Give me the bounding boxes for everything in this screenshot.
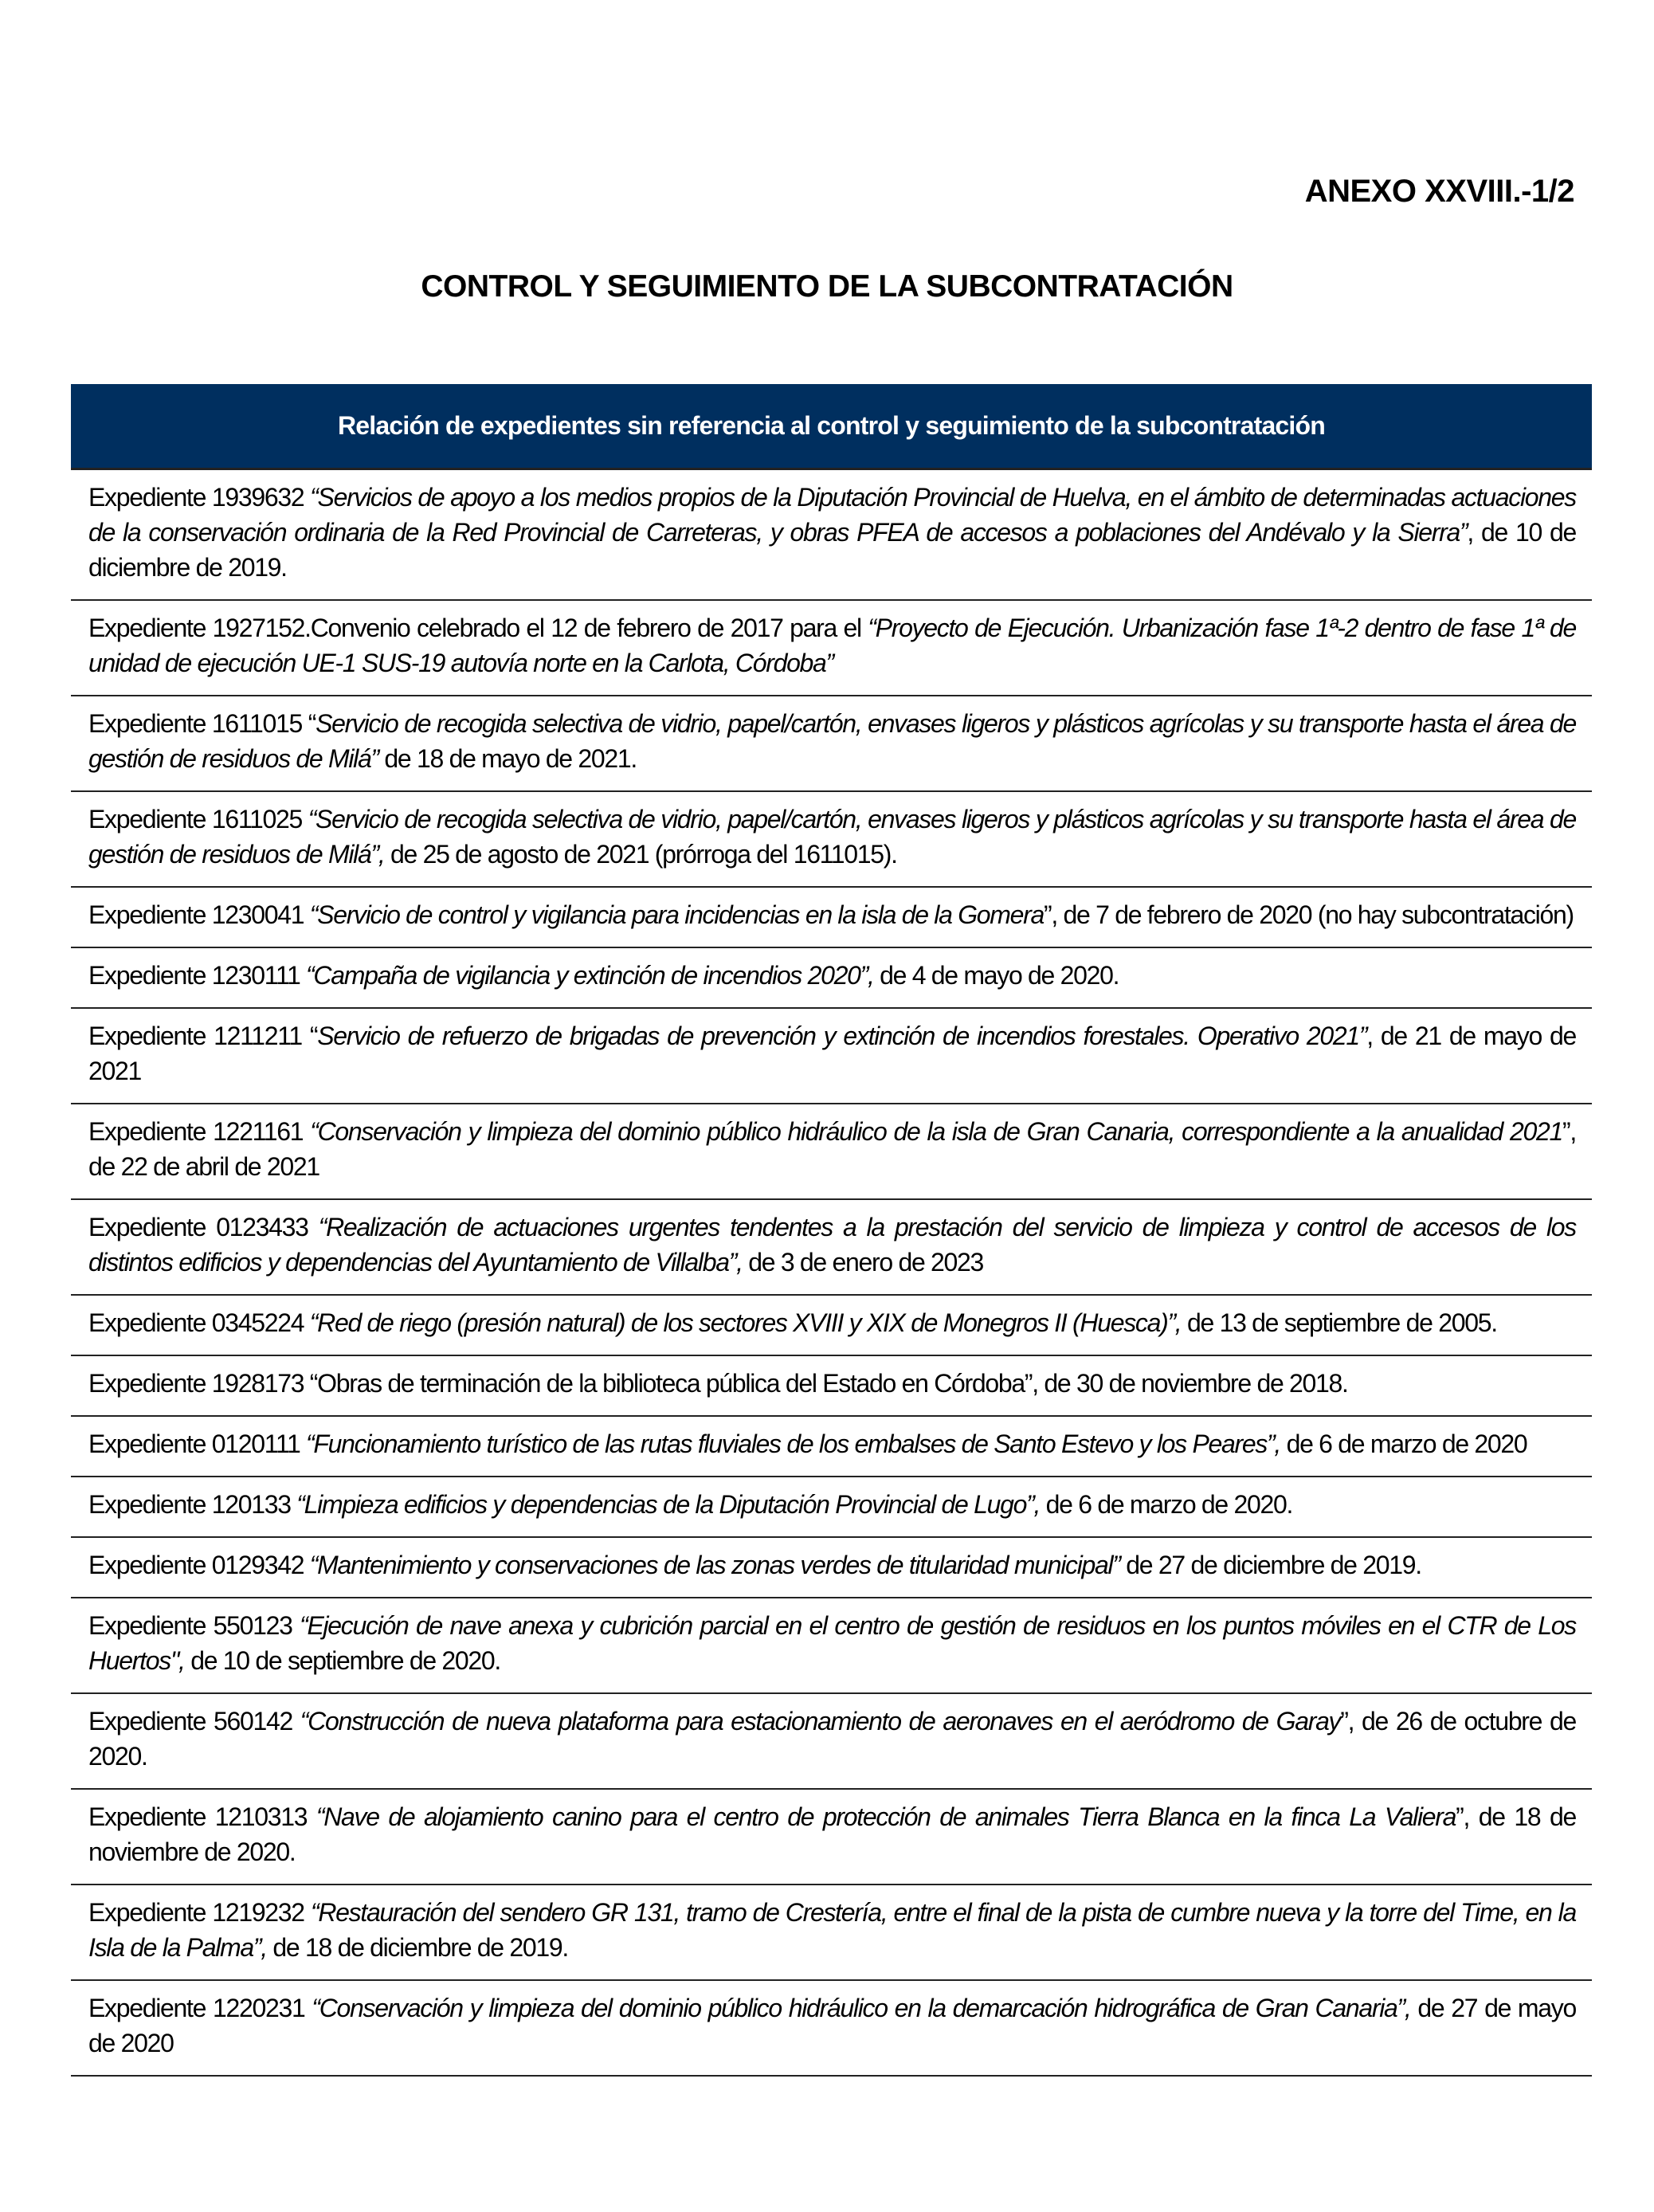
expediente-text: , de 10 de diciembre de 2019. [88,518,1576,582]
expediente-title-text: Servicio de recogida selectiva de vidrio, papel/cartón, envases ligeros y plásticos agrícolas y su transporte hasta el área de gestión de residuos de Milá” [88,709,1576,773]
expediente-text: Expediente 120133 [88,1490,297,1519]
expediente-text: Expediente 1221161 [88,1117,311,1146]
table-row [71,1981,1592,2077]
table-row [71,888,1592,948]
table-row [71,1296,1592,1356]
expediente-title-text: “Nave de alojamiento canino para el centro de protección de animales Tierra Blanca en la finca La Valiera [316,1802,1456,1831]
expediente-title-text: “Realización de actuaciones urgentes tendentes a la prestación del servicio de limpieza y control de accesos de los distintos edificios y dependencias del Ayuntamiento de Villalba”, [88,1213,1576,1277]
expediente-text: de 27 de mayo de 2020 [88,1994,1576,2057]
expediente-text: Expediente 1939632 [88,483,311,512]
expediente-title-text: “Funcionamiento turístico de las rutas fluviales de los embalses de Santo Estevo y los Peares”, [306,1430,1280,1458]
expediente-title-text: “Construcción de nueva plataforma para estacionamiento de aeronaves en el aeródromo de Garay [300,1707,1341,1735]
expediente-text: de 6 de marzo de 2020 [1280,1430,1527,1458]
expediente-text: Expediente 1928173 “Obras de terminación de la biblioteca pública del Estado en Córdoba”, de 30 de noviembre de 2018. [88,1369,1348,1398]
expediente-title-text: “Proyecto de Ejecución. Urbanización fase 1ª-2 dentro de fase 1ª de unidad de ejecución UE-1 SUS-19 autovía norte en la Carlota, Córdoba” [88,614,1576,677]
table-body [71,470,1592,2077]
table-row [71,792,1592,888]
expediente-text: ”, de 18 de noviembre de 2020. [88,1802,1576,1866]
expediente-text: Expediente 560142 [88,1707,300,1735]
expediente-text: ”, de 22 de abril de 2021 [88,1117,1576,1181]
expediente-text: de 18 de mayo de 2021. [378,744,637,773]
table-row [71,470,1592,601]
expediente-title-text: “Servicio de control y vigilancia para incidencias en la isla de la Gomera [309,900,1044,929]
table-row [71,1598,1592,1694]
expediente-text: de 27 de diciembre de 2019. [1119,1551,1421,1579]
expediente-title-text: “Ejecución de nave anexa y cubrición parcial en el centro de gestión de residuos en los puntos móviles en el CTR de Los Huertos", [88,1611,1576,1675]
table-row [71,1009,1592,1104]
expediente-text: de 25 de agosto de 2021 (prórroga del 1611015). [384,840,897,869]
expediente-title-text: “Limpieza edificios y dependencias de la Diputación Provincial de Lugo”, [296,1490,1041,1519]
table-row [71,1200,1592,1296]
expediente-text: Expediente 0129342 [88,1551,310,1579]
table-row [71,1694,1592,1790]
expediente-text: Expediente 1230111 [88,961,307,990]
expediente-title-text: “Red de riego (presión natural) de los sectores XVIII y XIX de Monegros II (Huesca)”, [309,1308,1182,1337]
table-header: Relación de expedientes sin referencia al control y seguimiento de la subcontratación [71,384,1592,470]
annex-label: ANEXO XXVIII.-1/2 [1304,174,1574,209]
expediente-text: Expediente 1211211 “ [88,1022,318,1050]
table-row [71,1538,1592,1598]
expediente-title-text: “Conservación y limpieza del dominio público hidráulico de la isla de Gran Canaria, correspondiente a la anualidad 2021 [310,1117,1563,1146]
expediente-text: Expediente 1210313 [88,1802,316,1831]
expediente-text: , de 21 de mayo de 2021 [88,1022,1576,1085]
expediente-text: Expediente 1927152.Convenio celebrado el 12 de febrero de 2017 para el [88,614,868,642]
table-row [71,1104,1592,1200]
expediente-text: de 3 de enero de 2023 [742,1248,984,1277]
expedientes-table [71,384,1592,2077]
table-row [71,1417,1592,1477]
expediente-text: Expediente 0120111 [88,1430,307,1458]
expediente-text: Expediente 1220231 [88,1994,312,2022]
page-title: CONTROL Y SEGUIMIENTO DE LA SUBCONTRATACIÓN [421,269,1233,304]
expediente-title-text: “Mantenimiento y conservaciones de las zonas verdes de titularidad municipal” [309,1551,1120,1579]
expediente-text: de 18 de diciembre de 2019. [266,1933,568,1962]
expediente-text: Expediente 0123433 [88,1213,319,1241]
expediente-text: ”, de 26 de octubre de 2020. [88,1707,1576,1771]
table-row [71,1356,1592,1417]
expediente-text: Expediente 0345224 [88,1308,310,1337]
expediente-text: Expediente 1230041 [88,900,310,929]
table-row [71,601,1592,696]
expediente-title-text: “Servicios de apoyo a los medios propios de la Diputación Provincial de Huelva, en el ámbito de determinadas actuaciones de la conservación ordinaria de la Red Provincial de Carreteras, y obras PFEA de accesos a poblaciones del Andévalo y la Sierra” [88,483,1576,547]
expediente-title-text: “Conservación y limpieza del dominio público hidráulico en la demarcación hidrográfica de Gran Canaria”, [312,1994,1411,2022]
expediente-text: Expediente 550123 [88,1611,300,1640]
expediente-title-text: Servicio de refuerzo de brigadas de prevención y extinción de incendios forestales. Operativo 2021” [317,1022,1367,1050]
expediente-text: ”, de 7 de febrero de 2020 (no hay subcontratación) [1044,900,1574,929]
table-row [71,1477,1592,1538]
expediente-text: de 10 de septiembre de 2020. [184,1646,501,1675]
table-row [71,1790,1592,1885]
expediente-title-text: “Servicio de recogida selectiva de vidrio, papel/cartón, envases ligeros y plásticos agrícolas y su transporte hasta el área de gestión de residuos de Milá”, [88,805,1576,869]
expediente-text: de 4 de mayo de 2020. [873,961,1119,990]
expediente-title-text: “Restauración del sendero GR 131, tramo de Crestería, entre el final de la pista de cumbre nueva y la torre del Time, en la Isla de la Palma”, [88,1898,1576,1962]
expediente-text: Expediente 1219232 [88,1898,311,1927]
table-row [71,948,1592,1009]
table-row [71,696,1592,792]
expediente-text: de 13 de septiembre de 2005. [1181,1308,1497,1337]
expediente-text: Expediente 1611015 “ [88,709,316,738]
expediente-text: de 6 de marzo de 2020. [1040,1490,1293,1519]
expediente-text: Expediente 1611025 [88,805,308,833]
table-row [71,1885,1592,1981]
expediente-title-text: “Campaña de vigilancia y extinción de incendios 2020”, [306,961,874,990]
